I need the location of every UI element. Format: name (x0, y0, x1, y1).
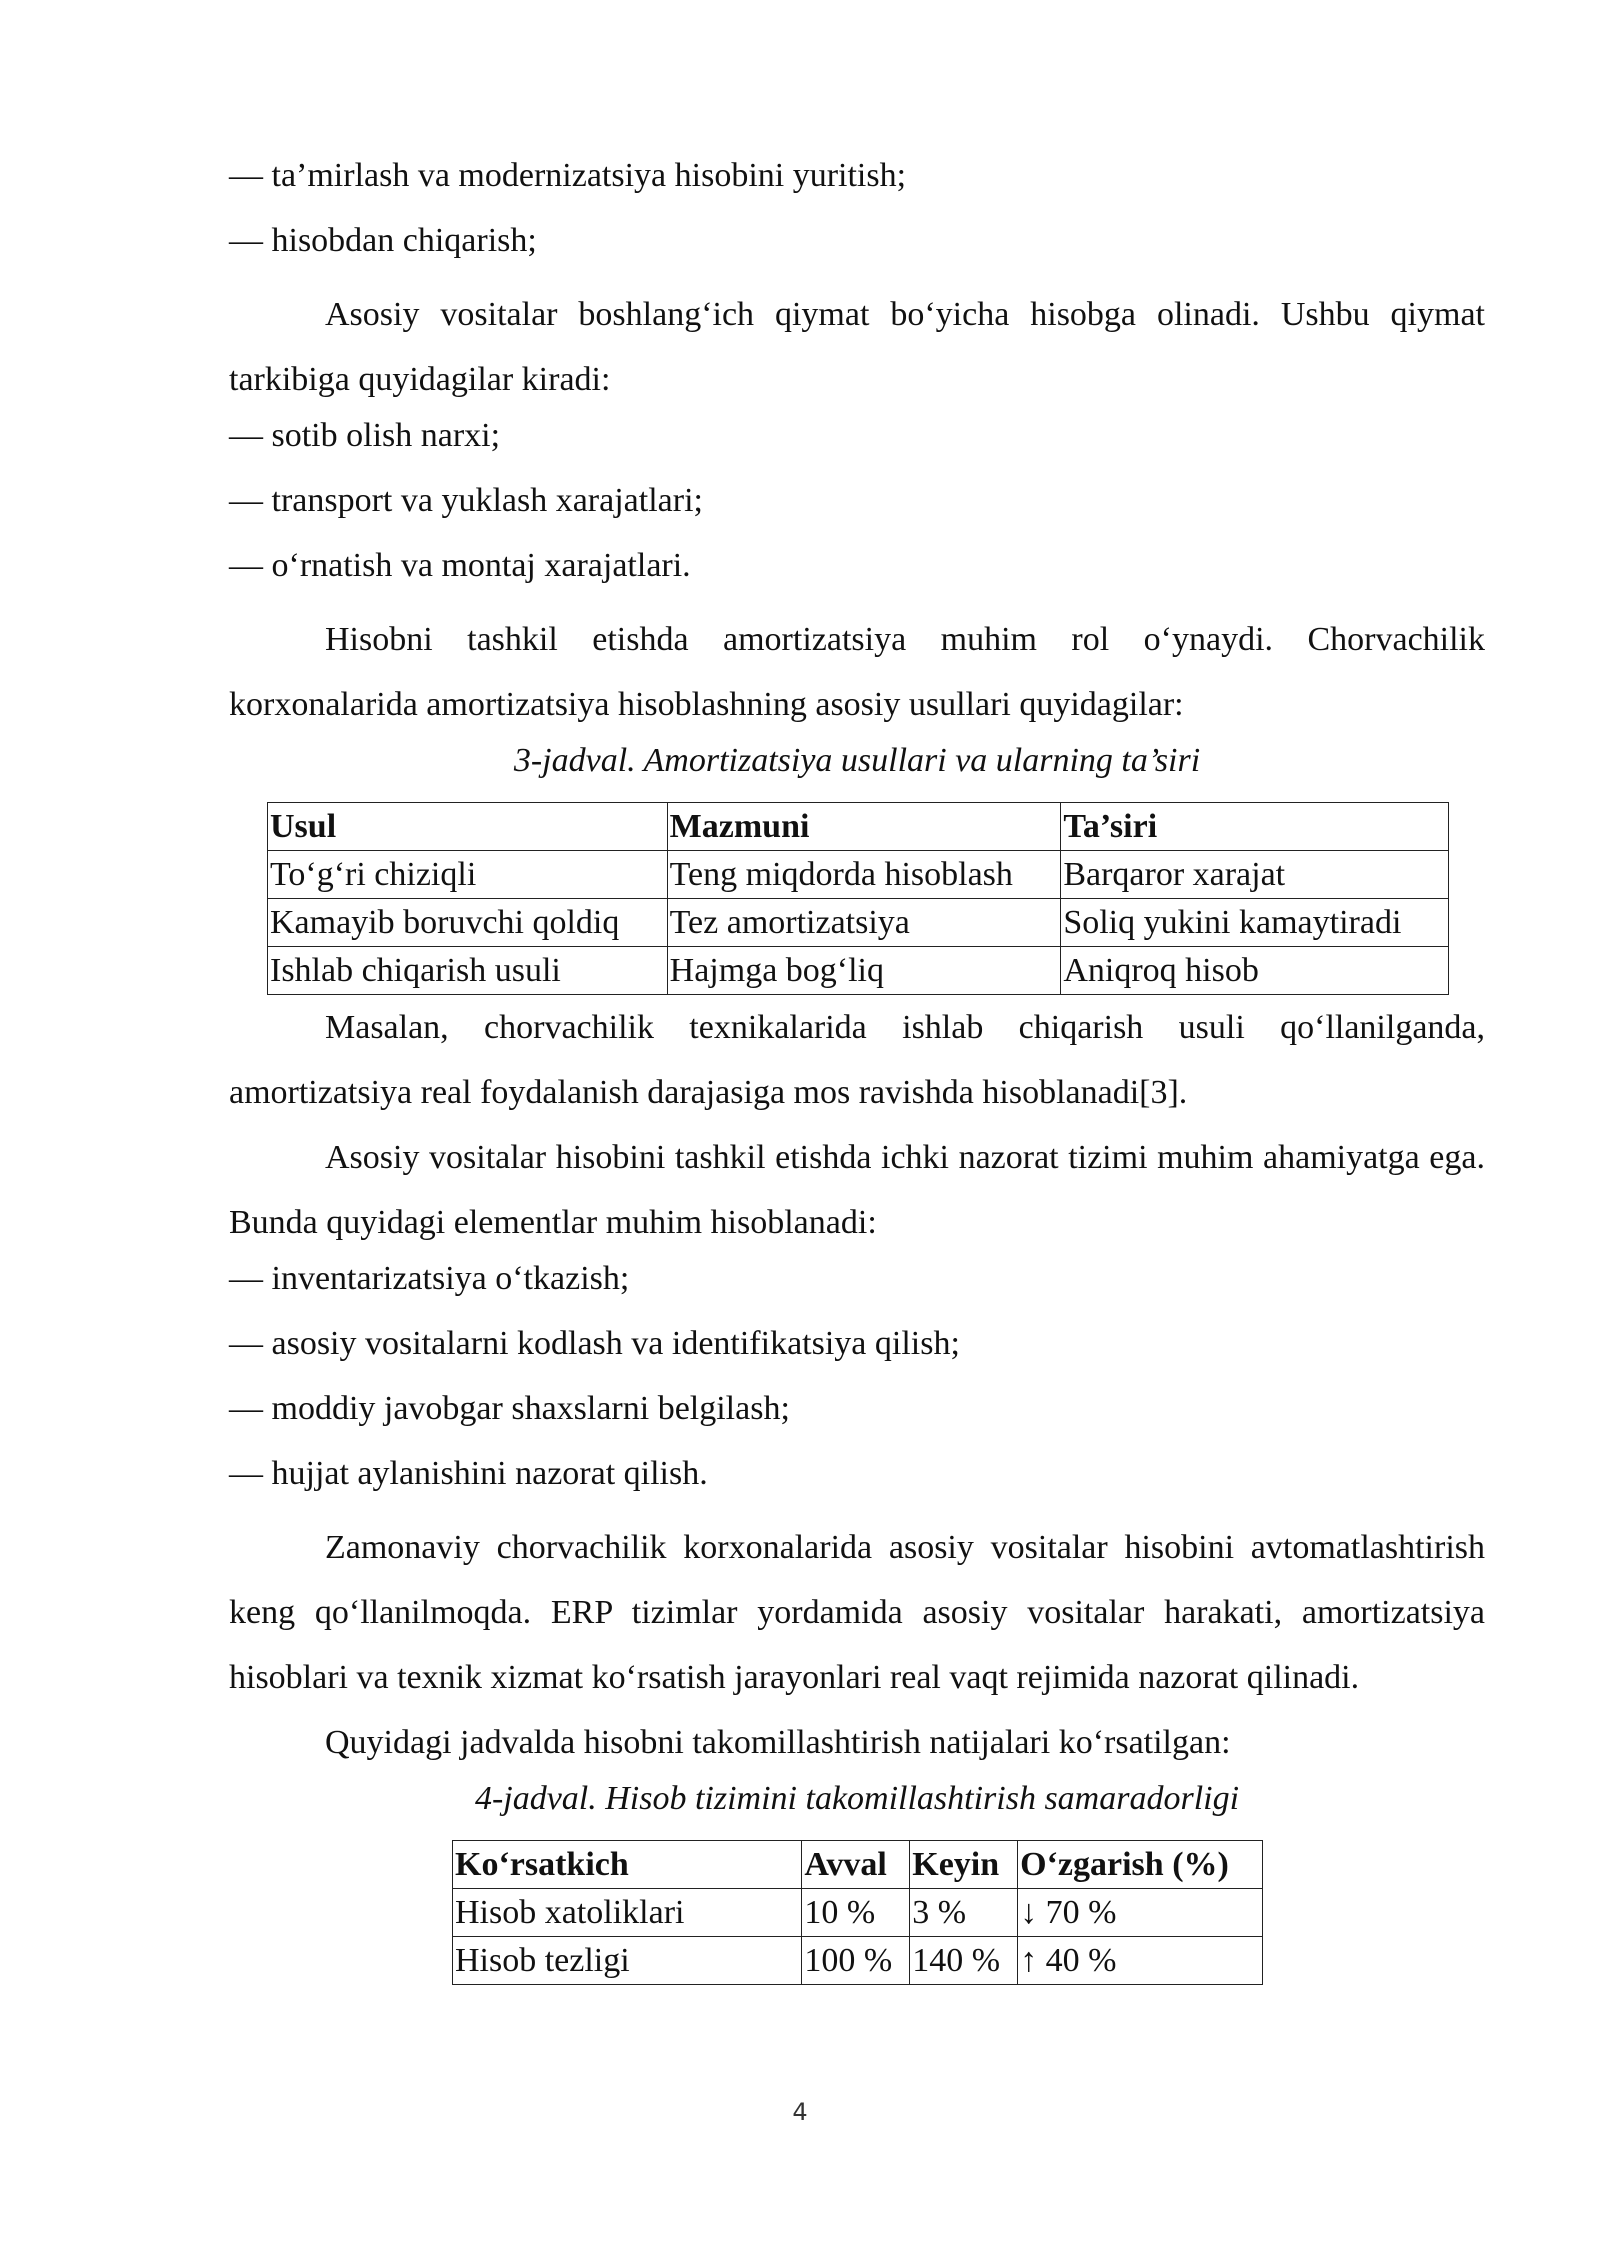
list-item: — inventarizatsiya o‘tkazish; (229, 1260, 630, 1297)
table-row (268, 947, 1449, 995)
page-content (229, 152, 1485, 1985)
paragraph: Asosiy vositalar hisobini tashkil etishda ichki nazorat tizimi muhim ahamiyatga ega. Bunda quyidagi elementlar muhim hisoblanadi: (229, 1139, 1485, 1241)
header-cell: O‘zgarish (%) (1018, 1841, 1263, 1889)
table-cell: ↓ 70 % (1018, 1889, 1263, 1937)
paragraph: Zamonaviy chorvachilik korxonalarida asosiy vositalar hisobini avtomatlashtirish keng qo‘llanilmoqda. ERP tizimlar yordamida asosiy vositalar harakati, amortizatsiya hisoblari va texnik xizmat ko‘rsatish jarayonlari real vaqt rejimida nazorat qilinadi. (229, 1529, 1485, 1696)
header-cell: Avval (802, 1841, 910, 1889)
table-cell: Hajmga bog‘liq (667, 947, 1061, 995)
page-number: 4 (792, 2098, 808, 2126)
header-cell: Ko‘rsatkich (453, 1841, 802, 1889)
table-caption: 3-jadval. Amortizatsiya usullari va ularning ta’siri (513, 742, 1201, 779)
list-item: — transport va yuklash xarajatlari; (229, 482, 703, 519)
table-cell: Tez amortizatsiya (667, 899, 1061, 947)
table-cell: Teng miqdorda hisoblash (667, 851, 1061, 899)
table-cell: Barqaror xarajat (1061, 851, 1449, 899)
list-item: — asosiy vositalarni kodlash va identifikatsiya qilish; (229, 1325, 960, 1362)
table-row (453, 1889, 1263, 1937)
table-cell: 100 % (802, 1937, 910, 1985)
amortization-methods-table (267, 802, 1449, 995)
header-cell: Ta’siri (1061, 803, 1449, 851)
table-header-row (268, 803, 1449, 851)
table-cell: ↑ 40 % (1018, 1937, 1263, 1985)
list-item: — ta’mirlash va modernizatsiya hisobini yuritish; (229, 157, 907, 194)
list-item: — sotib olish narxi; (229, 417, 501, 454)
table-cell: Hisob tezligi (453, 1937, 802, 1985)
table-caption: 4-jadval. Hisob tizimini takomillashtirish samaradorligi (474, 1780, 1240, 1817)
paragraph: Asosiy vositalar boshlang‘ich qiymat bo‘yicha hisobga olinadi. Ushbu qiymat tarkibiga quyidagilar kiradi: (229, 296, 1485, 398)
table-cell: Soliq yukini kamaytiradi (1061, 899, 1449, 947)
table-cell: Hisob xatoliklari (453, 1889, 802, 1937)
table-row (268, 899, 1449, 947)
paragraph: Quyidagi jadvalda hisobni takomillashtirish natijalari ko‘rsatilgan: (325, 1724, 1231, 1761)
paragraph: Masalan, chorvachilik texnikalarida ishlab chiqarish usuli qo‘llanilganda, amortizatsiya real foydalanish darajasiga mos ravishda hisoblanadi[3]. (229, 1009, 1485, 1111)
header-cell: Keyin (910, 1841, 1018, 1889)
table-cell: To‘g‘ri chiziqli (268, 851, 668, 899)
paragraph: Hisobni tashkil etishda amortizatsiya muhim rol o‘ynaydi. Chorvachilik korxonalarida amortizatsiya hisoblashning asosiy usullari quyidagilar: (229, 621, 1485, 723)
efficiency-table (452, 1840, 1263, 1985)
table-cell: Ishlab chiqarish usuli (268, 947, 668, 995)
table-cell: 140 % (910, 1937, 1018, 1985)
table-row (268, 851, 1449, 899)
list-item: — hisobdan chiqarish; (229, 222, 537, 259)
header-cell: Usul (268, 803, 668, 851)
table-cell: Kamayib boruvchi qoldiq (268, 899, 668, 947)
table-row (453, 1937, 1263, 1985)
table-cell: 10 % (802, 1889, 910, 1937)
table-cell: Aniqroq hisob (1061, 947, 1449, 995)
header-cell: Mazmuni (667, 803, 1061, 851)
list-item: — hujjat aylanishini nazorat qilish. (229, 1455, 708, 1492)
table-header-row (453, 1841, 1263, 1889)
list-item: — moddiy javobgar shaxslarni belgilash; (229, 1390, 790, 1427)
list-item: — o‘rnatish va montaj xarajatlari. (229, 547, 691, 584)
table-cell: 3 % (910, 1889, 1018, 1937)
